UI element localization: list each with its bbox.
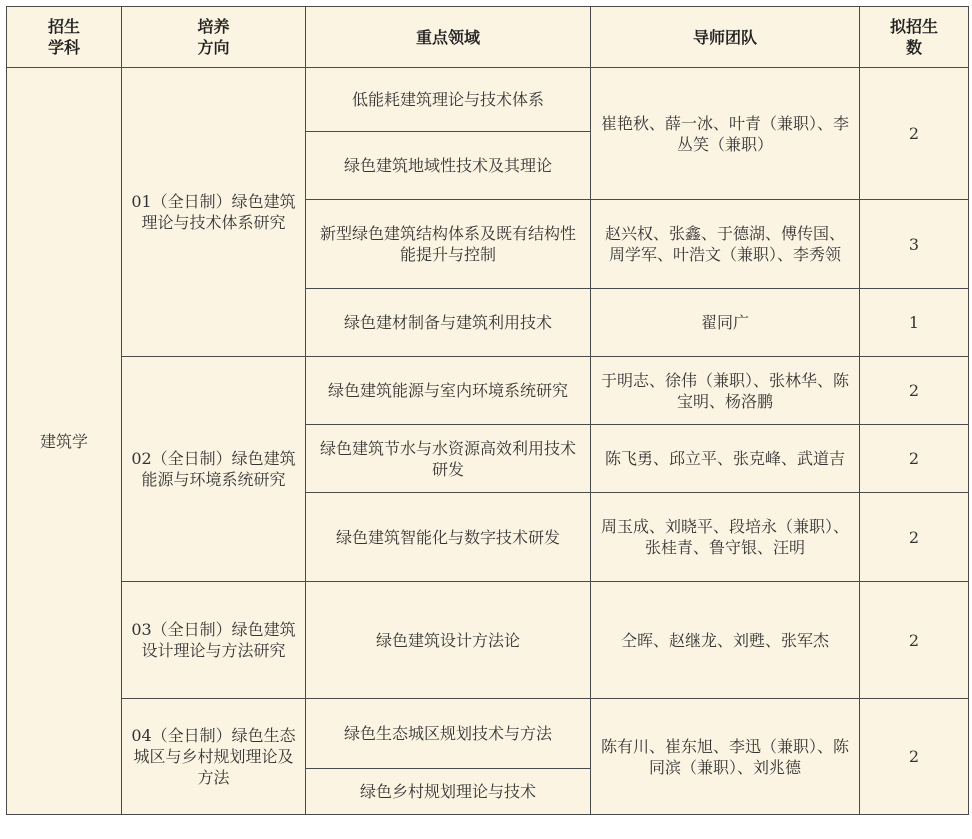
team-cell: 仝晖、赵继龙、刘甦、张军杰 <box>591 582 860 699</box>
header-subject: 招生 学科 <box>7 7 122 68</box>
table-row <box>7 68 969 132</box>
quota-cell: 3 <box>860 200 969 289</box>
team-cell: 翟同广 <box>591 289 860 357</box>
quota-cell: 2 <box>860 582 969 699</box>
quota-cell: 2 <box>860 357 969 425</box>
team-cell: 周玉成、刘晓平、段培永（兼职）、张桂青、鲁守银、汪明 <box>591 493 860 582</box>
team-cell: 崔艳秋、薛一冰、叶青（兼职）、李丛笑（兼职） <box>591 68 860 200</box>
direction-cell: 03（全日制）绿色建筑设计理论与方法研究 <box>122 582 306 699</box>
field-cell: 绿色乡村规划理论与技术 <box>306 769 591 815</box>
header-row <box>7 7 969 68</box>
header-quota: 拟招生 数 <box>860 7 969 68</box>
quota-cell: 1 <box>860 289 969 357</box>
field-cell: 绿色建筑设计方法论 <box>306 582 591 699</box>
table-row <box>7 582 969 699</box>
field-cell: 绿色建筑能源与室内环境系统研究 <box>306 357 591 425</box>
team-cell: 于明志、徐伟（兼职）、张林华、陈宝明、杨洛鹏 <box>591 357 860 425</box>
quota-cell: 2 <box>860 699 969 815</box>
field-cell: 新型绿色建筑结构体系及既有结构性能提升与控制 <box>306 200 591 289</box>
field-cell: 绿色建筑智能化与数字技术研发 <box>306 493 591 582</box>
header-team: 导师团队 <box>591 7 860 68</box>
direction-cell: 02（全日制）绿色建筑能源与环境系统研究 <box>122 357 306 582</box>
field-cell: 绿色建筑节水与水资源高效利用技术研发 <box>306 425 591 493</box>
quota-cell: 2 <box>860 68 969 200</box>
enrollment-table <box>6 6 969 815</box>
quota-cell: 2 <box>860 493 969 582</box>
field-cell: 绿色生态城区规划技术与方法 <box>306 699 591 769</box>
direction-cell: 04（全日制）绿色生态城区与乡村规划理论及方法 <box>122 699 306 815</box>
field-cell: 低能耗建筑理论与技术体系 <box>306 68 591 132</box>
quota-cell: 2 <box>860 425 969 493</box>
header-direction: 培养 方向 <box>122 7 306 68</box>
direction-cell: 01（全日制）绿色建筑理论与技术体系研究 <box>122 68 306 357</box>
team-cell: 陈有川、崔东旭、李迅（兼职）、陈同滨（兼职）、刘兆德 <box>591 699 860 815</box>
field-cell: 绿色建筑地域性技术及其理论 <box>306 132 591 200</box>
team-cell: 赵兴权、张鑫、于德湖、傅传国、周学军、叶浩文（兼职）、李秀领 <box>591 200 860 289</box>
table-row <box>7 699 969 769</box>
team-cell: 陈飞勇、邱立平、张克峰、武道吉 <box>591 425 860 493</box>
table-row <box>7 357 969 425</box>
field-cell: 绿色建材制备与建筑利用技术 <box>306 289 591 357</box>
subject-cell: 建筑学 <box>7 68 122 815</box>
header-field: 重点领域 <box>306 7 591 68</box>
